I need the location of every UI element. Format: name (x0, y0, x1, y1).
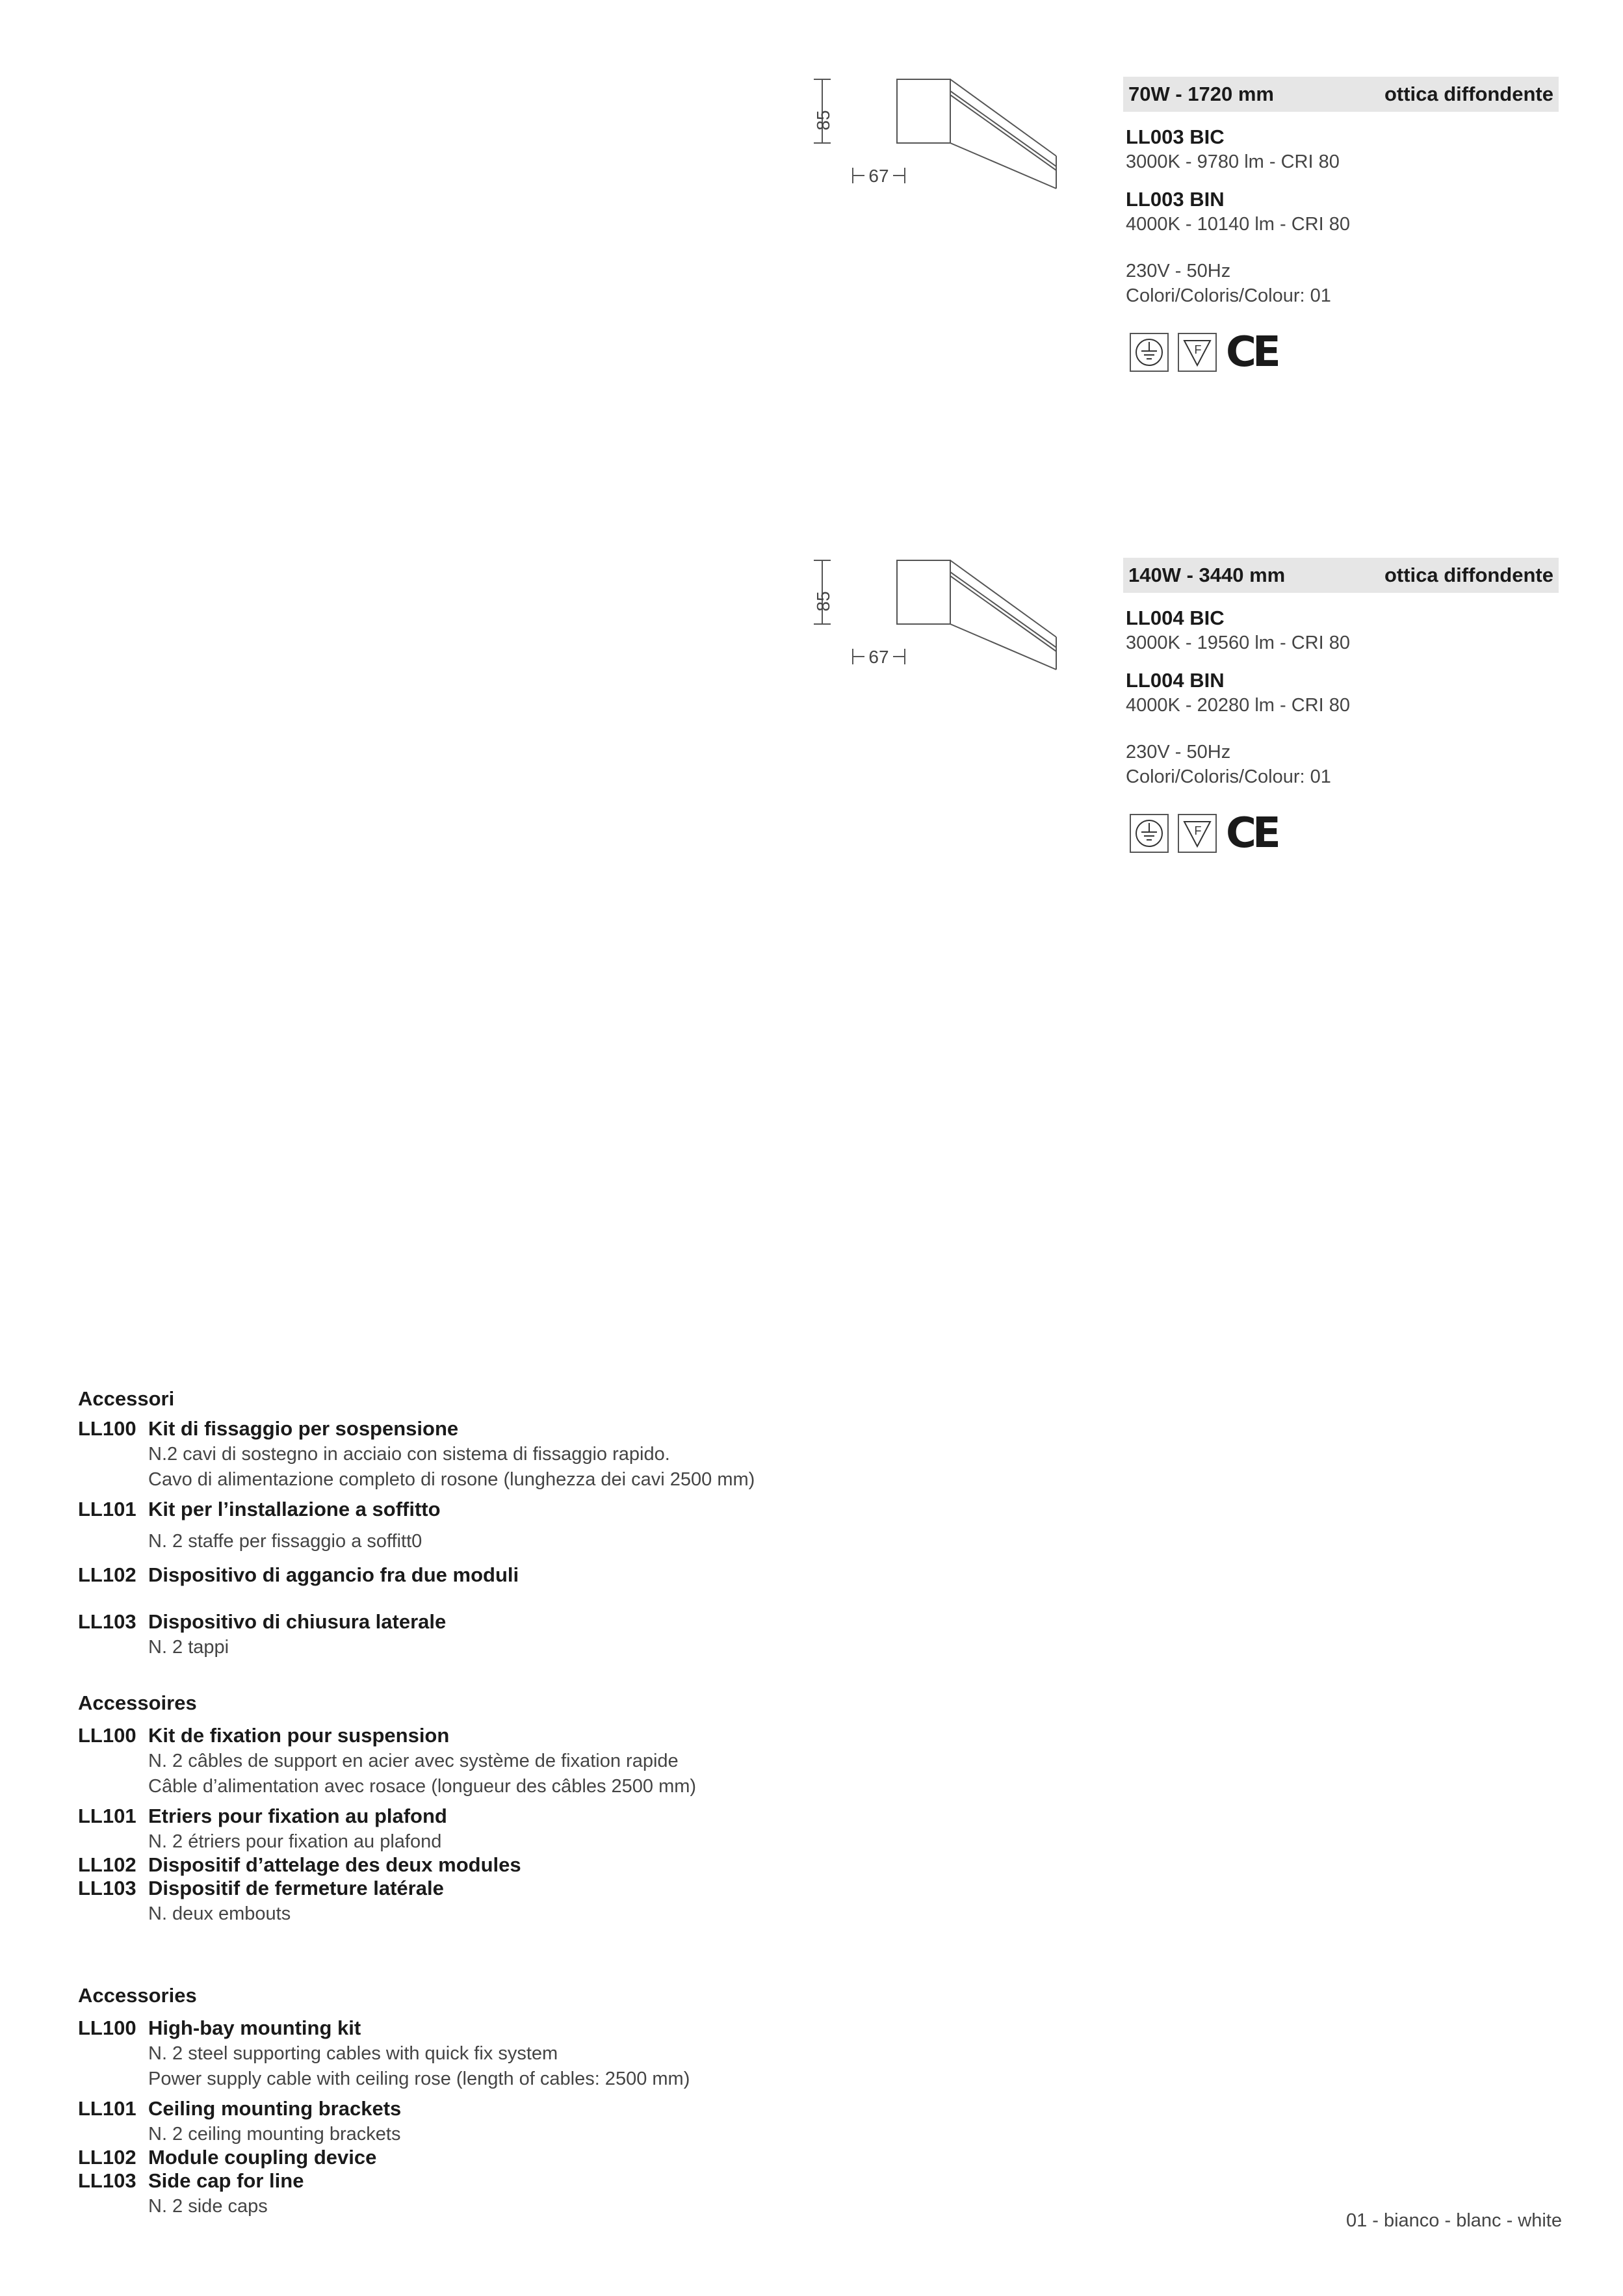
svg-text:F: F (1194, 343, 1202, 356)
accessory-desc: N. 2 staffe per fissaggio a soffitt0 (148, 1531, 422, 1552)
f-mark-icon (1178, 333, 1217, 372)
accessory-desc: N. 2 câbles de support en acier avec système de fixation rapide (148, 1751, 679, 1771)
accessory-label: Dispositif d’attelage des deux modules (148, 1853, 521, 1876)
accessory-item (78, 2096, 1053, 2147)
product-diagram-1 (799, 72, 1059, 241)
colour-info: Colori/Coloris/Colour: 01 (1126, 766, 1331, 787)
accessory-desc: N. 2 steel supporting cables with quick fix system (148, 2043, 558, 2064)
product-spec-2 (1123, 558, 1559, 857)
dim-height-label: 85 (813, 591, 833, 612)
accessory-desc: N.2 cavi di sostegno in acciaio con sistema di fissaggio rapido. (148, 1444, 670, 1465)
accessory-code: LL100 (78, 1724, 136, 1747)
voltage: 230V - 50Hz (1126, 742, 1231, 763)
accessory-label: Kit de fixation pour suspension (148, 1724, 450, 1747)
colour-legend: 01 - bianco - blanc - white (1345, 2210, 1562, 2231)
accessory-item (78, 1609, 1053, 1660)
accessory-label: Module coupling device (148, 2146, 377, 2169)
ce-mark-icon: CE (1226, 809, 1277, 857)
product-diagram-2 (799, 553, 1059, 722)
accessories-italian (78, 1386, 1053, 1660)
accessory-code: LL103 (78, 2169, 136, 2192)
accessories-french (78, 1690, 1053, 1927)
accessory-code: LL102 (78, 1853, 136, 1876)
variant-code: LL003 BIN (1126, 188, 1225, 211)
accessory-item (78, 2168, 1053, 2219)
product-spec-1 (1123, 77, 1559, 376)
accessory-item (78, 1562, 1053, 1588)
section-title: Accessori (78, 1387, 175, 1410)
accessory-label: Dispositif de fermeture latérale (148, 1877, 444, 1899)
variant-code: LL003 BIC (1126, 125, 1225, 148)
accessory-desc: N. 2 side caps (148, 2196, 268, 2217)
accessory-desc: Power supply cable with ceiling rose (length of cables: 2500 mm) (148, 2068, 690, 2089)
dim-height-label: 85 (813, 110, 833, 131)
variant-code: LL004 BIN (1126, 669, 1225, 692)
optic-type: ottica diffondente (1384, 83, 1553, 105)
accessory-desc: Cavo di alimentazione completo di rosone (lunghezza dei cavi 2500 mm) (148, 1469, 755, 1490)
earth-ground-icon (1130, 333, 1169, 372)
accessory-label: Dispositivo di aggancio fra due moduli (148, 1563, 519, 1586)
optic-type: ottica diffondente (1384, 564, 1553, 586)
dim-width-label: 67 (868, 166, 889, 186)
accessory-label: Ceiling mounting brackets (148, 2097, 402, 2120)
accessory-item (78, 1803, 1053, 1855)
accessory-item (78, 2145, 1053, 2171)
accessory-item (78, 1496, 1053, 1554)
accessory-code: LL101 (78, 1498, 136, 1520)
f-mark-icon (1178, 814, 1217, 853)
accessory-code: LL102 (78, 1563, 136, 1586)
accessory-desc: N. 2 étriers pour fixation au plafond (148, 1831, 442, 1852)
accessory-code: LL102 (78, 2146, 136, 2169)
certification-icons (1123, 328, 1559, 376)
power-length: 70W - 1720 mm (1128, 83, 1274, 105)
accessory-desc: Câble d’alimentation avec rosace (longueur des câbles 2500 mm) (148, 1776, 697, 1797)
power-length: 140W - 3440 mm (1128, 564, 1286, 586)
accessory-label: Side cap for line (148, 2169, 304, 2192)
accessory-item (78, 1852, 1053, 1878)
accessory-code: LL103 (78, 1610, 136, 1633)
variant-spec: 4000K - 10140 lm - CRI 80 (1126, 214, 1350, 235)
accessory-code: LL103 (78, 1877, 136, 1899)
ce-mark-icon: CE (1226, 328, 1277, 376)
accessories-english (78, 1983, 1053, 2219)
accessory-item (78, 1723, 1053, 1799)
accessory-label: Etriers pour fixation au plafond (148, 1805, 447, 1827)
earth-ground-icon (1130, 814, 1169, 853)
accessory-item (78, 2015, 1053, 2092)
variant-spec: 4000K - 20280 lm - CRI 80 (1126, 695, 1350, 716)
accessory-item (78, 1875, 1053, 1927)
spec-header (1123, 77, 1559, 112)
accessory-label: Kit di fissaggio per sospensione (148, 1417, 459, 1440)
voltage: 230V - 50Hz (1126, 261, 1231, 281)
accessory-label: Dispositivo di chiusura laterale (148, 1610, 447, 1633)
certification-icons (1123, 809, 1559, 857)
section-title: Accessories (78, 1984, 197, 2007)
accessory-item (78, 1416, 1053, 1493)
variant-spec: 3000K - 9780 lm - CRI 80 (1126, 151, 1340, 172)
section-title: Accessoires (78, 1691, 197, 1714)
accessory-label: High-bay mounting kit (148, 2016, 361, 2039)
svg-text:F: F (1194, 824, 1202, 837)
accessory-label: Kit per l’installazione a soffitto (148, 1498, 441, 1520)
variant-spec: 3000K - 19560 lm - CRI 80 (1126, 633, 1350, 653)
spec-header (1123, 558, 1559, 593)
variant-code: LL004 BIC (1126, 607, 1225, 629)
colour-info: Colori/Coloris/Colour: 01 (1126, 285, 1331, 306)
accessory-desc: N. 2 tappi (148, 1637, 229, 1658)
accessory-desc: N. 2 ceiling mounting brackets (148, 2124, 401, 2145)
dim-width-label: 67 (868, 647, 889, 667)
accessory-code: LL101 (78, 1805, 136, 1827)
accessory-code: LL100 (78, 1417, 136, 1440)
accessory-desc: N. deux embouts (148, 1903, 291, 1924)
accessory-code: LL101 (78, 2097, 136, 2120)
accessory-code: LL100 (78, 2016, 136, 2039)
